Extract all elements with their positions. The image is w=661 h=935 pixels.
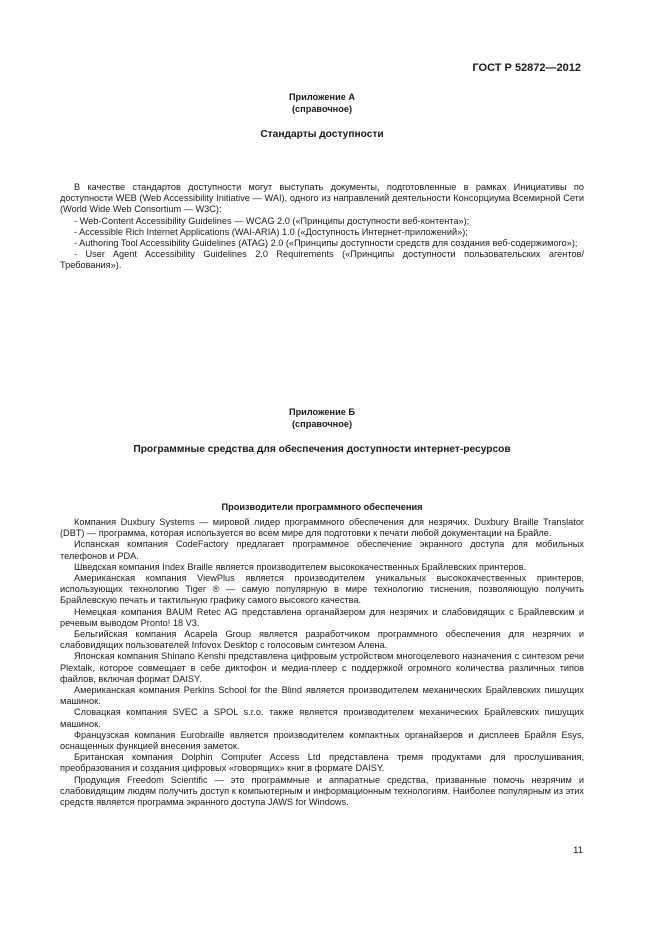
paragraph: Японская компания Shinano Kenshi представлена цифровым устройством многоцелевого назначения с синтезом речи Plextalk, которое совмещает в себе диктофон и медиа-плеер с поддержкой огромного количества различных типов файлов, включая формат DAISY. — [60, 651, 584, 684]
paragraph: Продукция Freedom Scientific — это программные и аппаратные средства, призванные помочь незрячим и слабовидящим людям получить доступ к компьютерным и информационным технологиям. Наиболее популярным из этих средств является программа экранного доступа JAWS for Windows. — [60, 774, 584, 808]
paragraph: Испанская компания CodeFactory предлагает программное обеспечение экранного доступа для мобильных телефонов и PDA. — [60, 539, 584, 561]
paragraph: Британская компания Dolphin Computer Access Ltd представлена тремя продуктами для прослушивания, преобразования и создания цифровых «говорящих» книг в формате DAISY. — [60, 752, 584, 774]
appendix-b-subtitle: Производители программного обеспечения — [221, 502, 423, 512]
page-number: 11 — [573, 845, 583, 856]
appendix-b-note: (справочное) — [291, 419, 352, 429]
paragraph: Французская компания Eurobraille является производителем компактных органайзеров и дисплеев Брайля Esys, оснащенных функцией внесения заметок. — [60, 729, 584, 752]
appendix-a-note: (справочное) — [291, 104, 352, 114]
standard-number: ГОСТ Р 52872—2012 — [472, 62, 581, 74]
appendix-a-body — [60, 182, 584, 272]
appendix-b-label: Приложение Б — [288, 407, 356, 417]
paragraph: Словацкая компания SVEC a SPOL s.r.o. также является производителем механических Брайлевских пишущих машинок. — [60, 707, 584, 729]
paragraph: В качестве стандартов доступности могут выступать документы, подготовленные в рамках Инициативы по доступности WEB (Web Accessibility Initiative — WAI), одного из направлений деятельности Консорциума Всемирной Сети (World Wide Web Consortium — W3C): — [60, 182, 584, 215]
appendix-b-body — [60, 517, 584, 808]
appendix-a-title: Стандарты доступности — [260, 129, 384, 140]
paragraph: Компания Duxbury Systems — мировой лидер программного обеспечения для незрячих. Duxbury Braille Translator (DBT) — программа, которая используется во всем мире для подготовки к печати любой документации на Брайле. — [60, 517, 584, 539]
list-item: - User Agent Accessibility Guidelines 2.0 Requirements («Принципы доступности пользовательских агентов/Требования»). — [60, 249, 584, 271]
paragraph: Американская компания Perkins School for the Blind является производителем механических Брайлевских пишущих машинок. — [60, 685, 584, 707]
paragraph: Американская компания ViewPlus является производителем уникальных высококачественных принтеров, использующих технологию Tiger ® — самую популярную в мире технологию тиснения, позволяющую получить Брайлевскую печать и тактильную графику самого высокого качества. — [60, 573, 584, 606]
appendix-a-label: Приложение А — [288, 92, 356, 102]
paragraph: Бельгийская компания Acapela Group является разработчиком программного обеспечения для незрячих и слабовидящих пользователей Infovox Desktop с голосовым синтезом Алена. — [60, 629, 584, 651]
paragraph: Немецкая компания BAUM Retec AG представлена органайзером для незрячих и слабовидящих с Брайлевским и речевым выводом Pronto! 18 V3. — [60, 606, 584, 628]
list-item: - Authoring Tool Accessibility Guidelines (ATAG) 2.0 («Принципы доступности средств для создания веб-содержимого»); — [74, 238, 578, 249]
paragraph: Шведская компания Index Braille является производителем высококачественных Брайлевских принтеров. — [74, 561, 527, 572]
appendix-b-title: Программные средства для обеспечения доступности интернет-ресурсов — [133, 444, 511, 455]
list-item: - Web-Content Accessibility Guidelines — WCAG 2.0 («Принципы доступности веб-контента»); — [74, 215, 470, 226]
list-item: - Accessible Rich Internet Applications (WAI-ARIA) 1.0 («Доступность Интернет-приложений»); — [74, 226, 468, 237]
